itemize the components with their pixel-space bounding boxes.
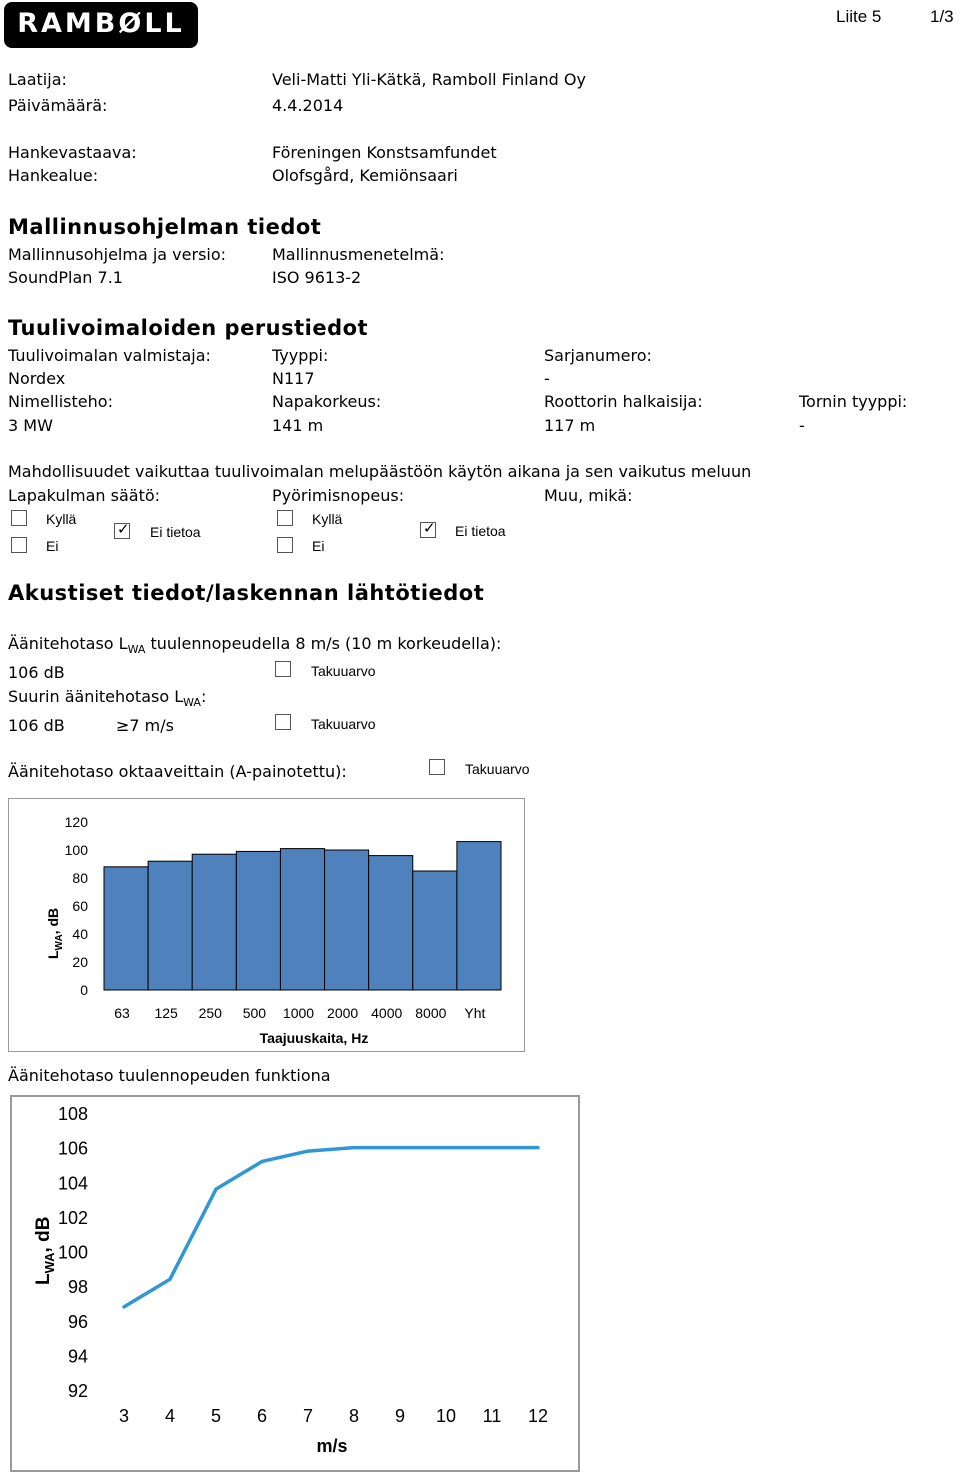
bar-125 bbox=[148, 861, 192, 990]
octave-bar-chart bbox=[8, 798, 525, 1052]
logo-text: RAMBØLL bbox=[17, 8, 185, 39]
max-label bbox=[8, 687, 206, 713]
bar-x-tick-label: Yht bbox=[464, 1005, 486, 1021]
bar-250 bbox=[192, 854, 236, 990]
bar-y-axis-title: $L_{WA}$, dB bbox=[45, 907, 65, 959]
bar-y-tick-1: 20 bbox=[72, 954, 88, 970]
lwa-label-pre: Äänitehotaso L bbox=[8, 634, 128, 653]
lwa-guarantee-checkbox[interactable] bbox=[275, 661, 291, 677]
line-x-tick-3: 6 bbox=[256, 1406, 268, 1426]
bar-x-tick-label: 63 bbox=[114, 1005, 130, 1021]
line-y-tick-2: 96 bbox=[67, 1311, 88, 1332]
line-y-tick-7: 106 bbox=[57, 1138, 88, 1159]
author-label: Laatija: bbox=[8, 70, 67, 89]
max-guarantee-label: Takuuarvo bbox=[311, 716, 376, 732]
line-x-tick-6: 9 bbox=[394, 1406, 406, 1426]
tower-value: - bbox=[799, 416, 805, 435]
line-x-tick-0: 3 bbox=[118, 1406, 130, 1426]
bar-x-tick-label: 8000 bbox=[415, 1005, 447, 1021]
line-y-tick-6: 104 bbox=[57, 1173, 88, 1194]
max-label-sub: WA bbox=[183, 696, 201, 710]
bar-x-tick-label: 500 bbox=[242, 1005, 267, 1021]
speed-no-label: Ei bbox=[312, 538, 325, 554]
bar-1000 bbox=[280, 849, 324, 990]
bar-y-tick-2: 40 bbox=[72, 926, 88, 942]
line-x-tick-4: 7 bbox=[302, 1406, 314, 1426]
turbine-heading: Tuulivoimaloiden perustiedot bbox=[8, 316, 369, 340]
rotor-value: 117 m bbox=[544, 416, 596, 435]
speed-label: Pyörimisnopeus: bbox=[272, 486, 405, 505]
bar-x-axis-title: Taajuuskaita, Hz bbox=[259, 1030, 369, 1046]
pitch-yes-label: Kyllä bbox=[46, 511, 77, 527]
owner-value: Föreningen Konstsamfundet bbox=[272, 143, 497, 162]
bar-63 bbox=[104, 867, 148, 990]
bar-2000 bbox=[325, 850, 369, 990]
lwa-label-post: tuulennopeudella 8 m/s (10 m korkeudella): bbox=[145, 634, 502, 653]
type-value: N117 bbox=[272, 369, 315, 388]
max-guarantee-checkbox[interactable] bbox=[275, 714, 291, 730]
line-x-axis-title: m/s bbox=[316, 1436, 348, 1456]
power-label: Nimellisteho: bbox=[8, 392, 113, 411]
author-value: Veli-Matti Yli-Kätkä, Ramboll Finland Oy bbox=[272, 70, 586, 89]
checkmark-icon: ✓ bbox=[117, 520, 130, 538]
bar-y-tick-3: 60 bbox=[72, 898, 88, 914]
bar-500 bbox=[236, 851, 280, 990]
acoustic-heading: Akustiset tiedot/laskennan lähtötiedot bbox=[8, 581, 485, 605]
pitch-no-label: Ei bbox=[46, 538, 59, 554]
pitch-yes-checkbox[interactable] bbox=[11, 510, 27, 526]
hub-label: Napakorkeus: bbox=[272, 392, 382, 411]
software-value: SoundPlan 7.1 bbox=[8, 268, 123, 287]
serial-label: Sarjanumero: bbox=[544, 346, 652, 365]
line-y-tick-3: 98 bbox=[67, 1277, 88, 1298]
page-number: 1/3 bbox=[930, 7, 954, 26]
lwa-value: 106 dB bbox=[8, 663, 65, 682]
bar-x-tick-label: 4000 bbox=[371, 1005, 403, 1021]
bar-x-tick-label: 125 bbox=[154, 1005, 178, 1021]
other-label: Muu, mikä: bbox=[544, 486, 633, 505]
lwa-label bbox=[8, 634, 501, 660]
maker-label: Tuulivoimalan valmistaja: bbox=[8, 346, 211, 365]
wind-speed-line-chart bbox=[10, 1095, 580, 1472]
speed-yes-checkbox[interactable] bbox=[277, 510, 293, 526]
octave-guarantee-checkbox[interactable] bbox=[429, 759, 445, 775]
max-value: 106 dB bbox=[8, 716, 65, 735]
speed-yes-label: Kyllä bbox=[312, 511, 343, 527]
power-value: 3 MW bbox=[8, 416, 53, 435]
line-x-tick-7: 10 bbox=[435, 1406, 457, 1426]
method-label: Mallinnusmenetelmä: bbox=[272, 245, 445, 264]
octave-label: Äänitehotaso oktaaveittain (A-painotettu): bbox=[8, 762, 347, 781]
owner-label: Hankevastaava: bbox=[8, 143, 137, 162]
line-series bbox=[124, 1148, 538, 1307]
bar-y-tick-6: 120 bbox=[64, 814, 88, 830]
pitch-no-checkbox[interactable] bbox=[11, 537, 27, 553]
max-label-pre: Suurin äänitehotaso L bbox=[8, 687, 184, 706]
ramboll-logo bbox=[4, 2, 198, 48]
octave-bar-chart-svg bbox=[9, 799, 524, 1051]
wind-function-label: Äänitehotaso tuulennopeuden funktiona bbox=[8, 1066, 331, 1085]
bar-8000 bbox=[413, 871, 457, 990]
line-y-tick-0: 92 bbox=[67, 1381, 88, 1401]
line-y-tick-8: 108 bbox=[57, 1104, 88, 1124]
type-label: Tyyppi: bbox=[272, 346, 329, 365]
appendix-label: Liite 5 bbox=[836, 7, 882, 26]
options-intro: Mahdollisuudet vaikuttaa tuulivoimalan melupäästöön käytön aikana ja sen vaikutus meluun bbox=[8, 462, 752, 481]
line-y-tick-1: 94 bbox=[67, 1346, 88, 1367]
wind-speed-line-chart-svg bbox=[12, 1097, 578, 1470]
pitch-unknown-checkbox[interactable] bbox=[114, 520, 130, 539]
line-x-tick-9: 12 bbox=[527, 1406, 549, 1426]
line-x-tick-1: 4 bbox=[164, 1406, 176, 1426]
tower-label: Tornin tyyppi: bbox=[799, 392, 908, 411]
bar-y-tick-5: 100 bbox=[64, 842, 88, 858]
octave-guarantee-label: Takuuarvo bbox=[465, 761, 530, 777]
date-label: Päivämäärä: bbox=[8, 96, 108, 115]
speed-unknown-checkbox[interactable] bbox=[420, 519, 436, 538]
method-value: ISO 9613-2 bbox=[272, 268, 362, 287]
max-label-post: : bbox=[200, 687, 207, 706]
bar-Yht bbox=[457, 842, 501, 990]
area-value: Olofsgård, Kemiönsaari bbox=[272, 166, 458, 185]
checkmark-icon: ✓ bbox=[423, 519, 436, 537]
date-value: 4.4.2014 bbox=[272, 96, 344, 115]
pitch-label: Lapakulman säätö: bbox=[8, 486, 161, 505]
bar-x-tick-label: 2000 bbox=[327, 1005, 359, 1021]
bar-x-tick-label: 1000 bbox=[282, 1005, 315, 1021]
lwa-label-sub: WA bbox=[127, 643, 146, 657]
speed-no-checkbox[interactable] bbox=[277, 537, 293, 553]
line-x-tick-5: 8 bbox=[348, 1406, 360, 1426]
hub-value: 141 m bbox=[272, 416, 324, 435]
max-speed: ≥7 m/s bbox=[116, 716, 174, 735]
software-label: Mallinnusohjelma ja versio: bbox=[8, 245, 227, 264]
line-y-tick-4: 100 bbox=[57, 1242, 88, 1263]
bar-y-tick-0: 0 bbox=[80, 982, 88, 998]
rotor-label: Roottorin halkaisija: bbox=[544, 392, 703, 411]
serial-value: - bbox=[544, 369, 550, 388]
maker-value: Nordex bbox=[8, 369, 66, 388]
line-x-tick-8: 11 bbox=[482, 1406, 502, 1426]
line-x-tick-2: 5 bbox=[210, 1406, 222, 1426]
bar-y-tick-4: 80 bbox=[72, 870, 88, 886]
bar-x-tick-label: 250 bbox=[198, 1005, 222, 1021]
pitch-unknown-label: Ei tietoa bbox=[150, 524, 201, 540]
model-heading: Mallinnusohjelman tiedot bbox=[8, 215, 322, 239]
bar-4000 bbox=[369, 856, 413, 990]
line-y-tick-5: 102 bbox=[57, 1207, 88, 1228]
speed-unknown-label: Ei tietoa bbox=[455, 523, 506, 539]
area-label: Hankealue: bbox=[8, 166, 99, 185]
line-y-axis-title: $L_{WA}$, dB bbox=[33, 1216, 57, 1285]
lwa-guarantee-label: Takuuarvo bbox=[311, 663, 376, 679]
